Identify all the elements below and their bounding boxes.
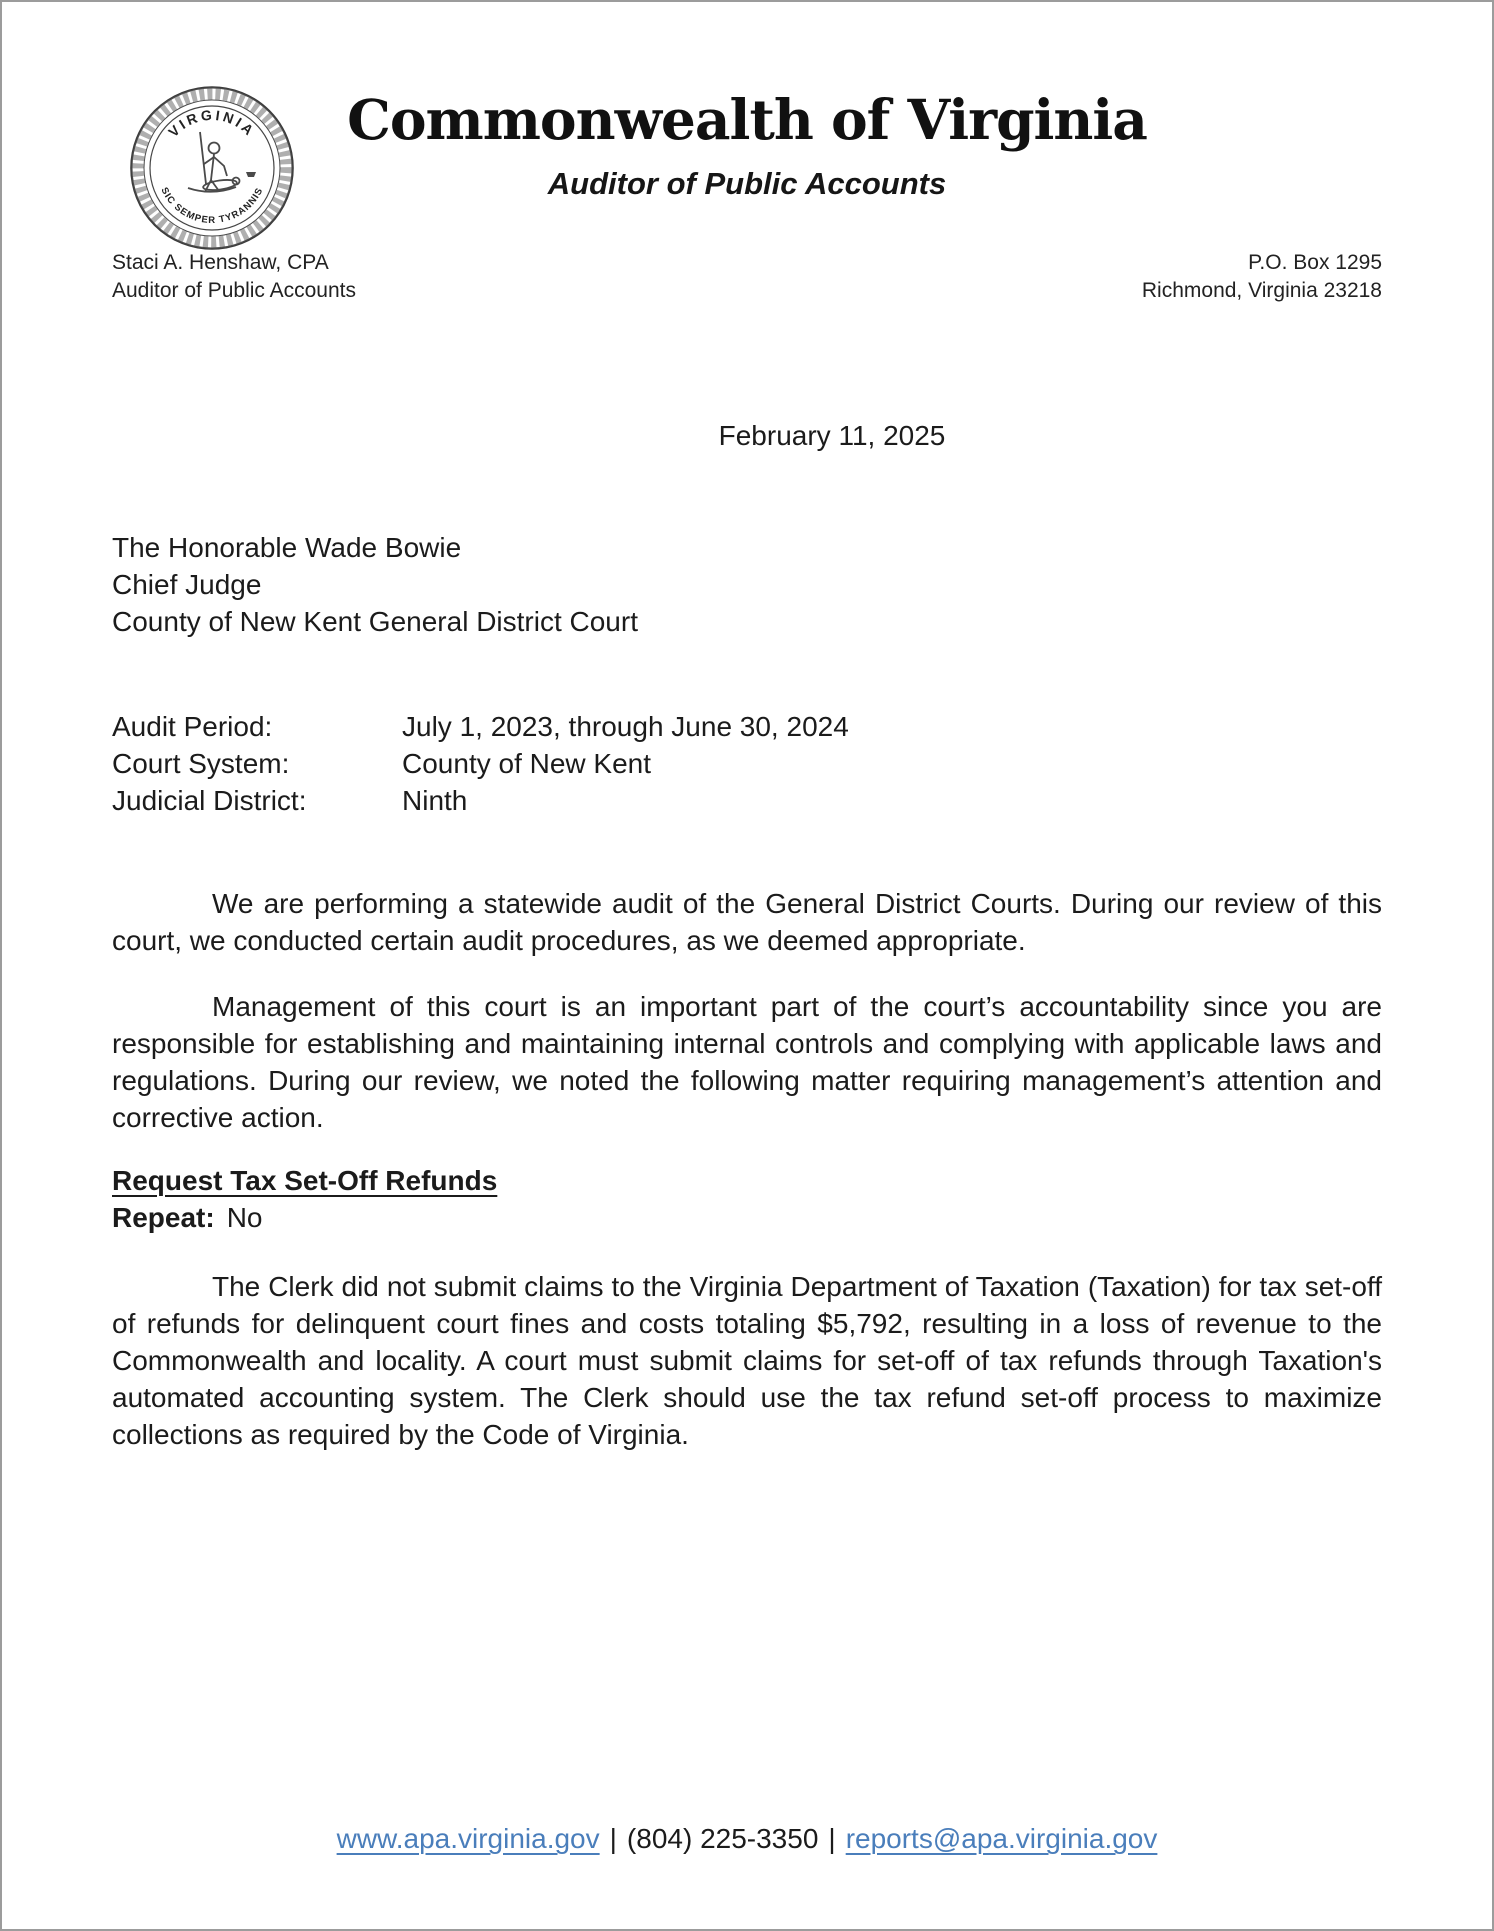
letterhead — [2, 2, 1492, 332]
recipient-block — [112, 529, 1382, 640]
audit-period-label: Audit Period: — [112, 711, 273, 742]
letter-footer — [2, 1820, 1492, 1857]
office-address-block — [1142, 249, 1382, 305]
paragraph-finding-detail: The Clerk did not submit claims to the Virginia Department of Taxation (Taxation) for tax set-off of refunds for delinquent court fines and costs totaling $5,792, resulting in a loss of revenue to the Commonwealth and locality. A court must submit claims for set-off of tax refunds through Taxation's automated accounting system. The Clerk should use the tax refund set-off process to maximize collections as required by the Code of Virginia. — [112, 1271, 1382, 1450]
seal-top-text: VIRGINIA — [165, 106, 259, 141]
recipient-organization: County of New Kent General District Court — [112, 606, 638, 637]
address-po-box: P.O. Box 1295 — [1248, 251, 1382, 274]
auditor-name: Staci A. Henshaw, CPA — [112, 251, 329, 274]
court-system-value: County of New Kent — [402, 748, 652, 779]
audit-period-value: July 1, 2023, through June 30, 2024 — [402, 711, 849, 742]
footer-separator: | — [828, 1823, 836, 1854]
website-link[interactable]: www.apa.virginia.gov — [336, 1823, 600, 1854]
address-city: Richmond, Virginia 23218 — [1141, 279, 1382, 302]
judicial-district-label: Judicial District: — [112, 785, 307, 816]
paragraph-management: Management of this court is an important part of the court’s accountability since you are responsible for establishing and maintaining internal controls and complying with applicable laws and regulations. During our review, we noted the following matter requiring management’s attention and corrective action. — [112, 991, 1382, 1133]
repeat-label: Repeat: — [112, 1202, 215, 1233]
email-link[interactable]: reports@apa.virginia.gov — [845, 1823, 1158, 1854]
audit-info-table — [112, 708, 1382, 819]
letter-date: February 11, 2025 — [718, 420, 946, 451]
recipient-title: Chief Judge — [112, 569, 262, 600]
repeat-value: No — [226, 1202, 263, 1233]
phone-number: (804) 225-3350 — [626, 1823, 819, 1854]
seal-bottom-text: SIC SEMPER TYRANNIS — [158, 185, 266, 227]
finding-heading — [112, 1162, 1382, 1199]
finding-heading-text: Request Tax Set-Off Refunds — [112, 1165, 498, 1196]
audit-info-row — [112, 708, 1382, 745]
auditor-title: Auditor of Public Accounts — [112, 279, 356, 302]
letter-body — [112, 417, 1382, 1453]
audit-info-row — [112, 745, 1382, 782]
letterhead-title: Commonwealth of Virginia — [347, 87, 1147, 152]
finding-repeat-line — [112, 1199, 1382, 1236]
judicial-district-value: Ninth — [402, 785, 468, 816]
letterhead-subtitle: Auditor of Public Accounts — [547, 166, 947, 201]
paragraph-intro: We are performing a statewide audit of the General District Courts. During our review of this court, we conducted certain audit procedures, as we deemed appropriate. — [112, 888, 1382, 956]
audit-info-row — [112, 782, 1382, 819]
court-system-label: Court System: — [112, 748, 290, 779]
footer-separator: | — [609, 1823, 617, 1854]
recipient-name: The Honorable Wade Bowie — [112, 532, 462, 563]
auditor-contact-block — [112, 249, 356, 305]
